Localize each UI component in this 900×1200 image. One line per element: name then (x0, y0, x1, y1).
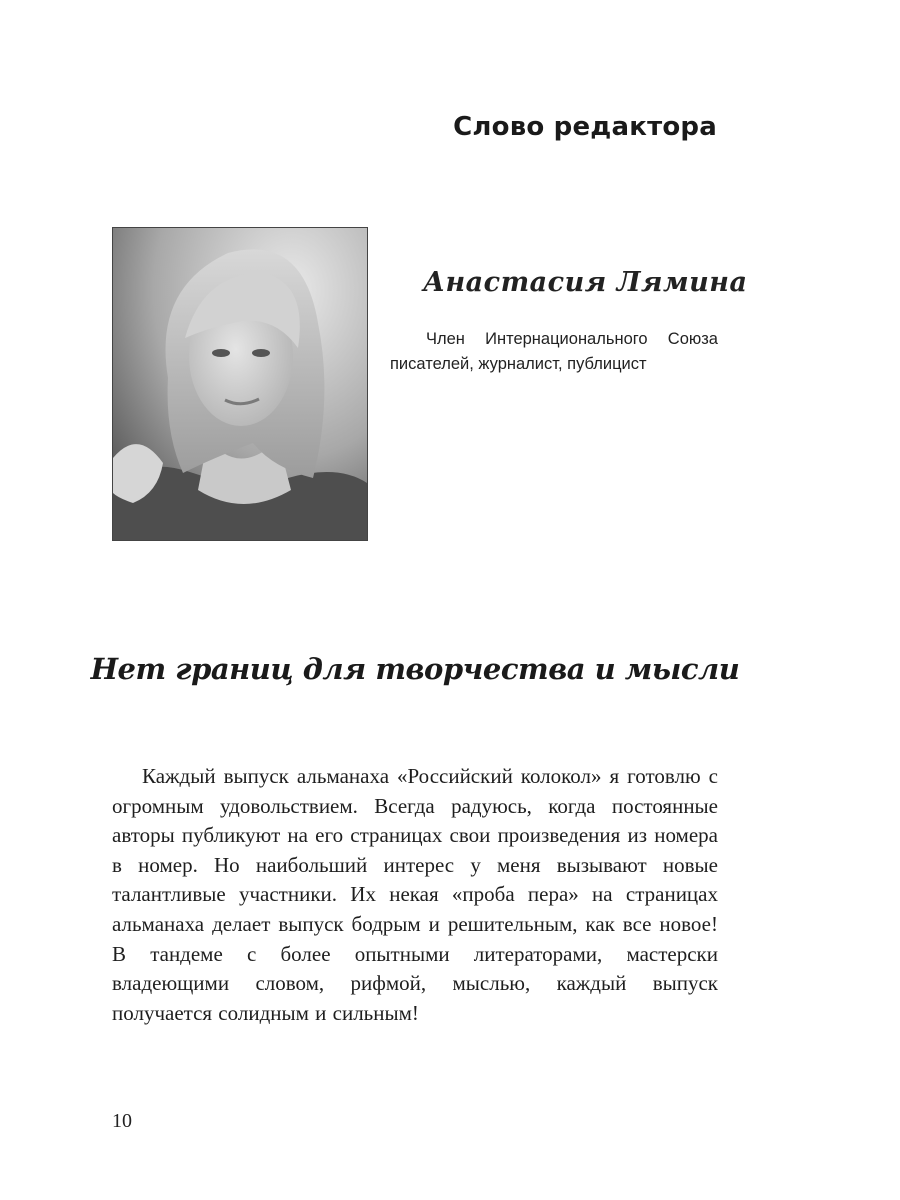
author-portrait-illustration (113, 228, 367, 540)
article-body: Каждый выпуск альманаха «Российский колокол» я готовлю с огромным удовольствием. Всегда радуюсь, когда постоянные авторы публикуют на его страницах свои произведения из номера в номер. Но наибольший интерес у меня вызывают новые талантливые участники. Их некая «проба пера» на страницах альманаха делает выпуск бодрым и решительным, как все новое! В тандеме с более опытными литераторами, мастерски владеющими словом, рифмой, мыслью, каждый выпуск получается солидным и сильным! (112, 764, 718, 1025)
author-bio: Член Интернационального Союза писателей, журналист, публицист (390, 330, 718, 373)
section-title: Слово редактора (453, 112, 717, 142)
author-photo (112, 227, 368, 541)
article-title: Нет границ для творчества и мысли (90, 652, 740, 686)
author-name: Анастасия Лямина (423, 267, 748, 298)
page-number: 10 (112, 1110, 132, 1132)
